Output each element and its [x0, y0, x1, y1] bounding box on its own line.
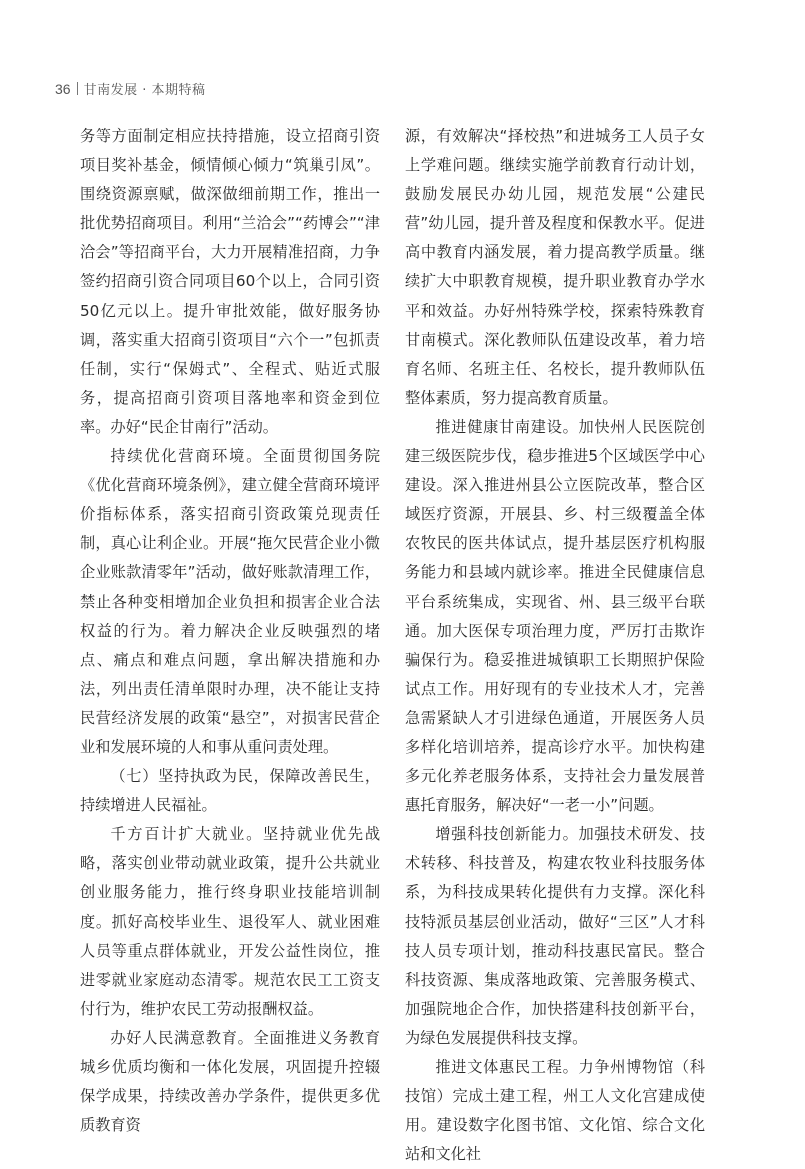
paragraph: 千方百计扩大就业。坚持就业优先战略，落实创业带动就业政策，提升公共就业创业服务能力，推行终身职业技能培训制度。抓好高校毕业生、退役军人、就业困难人员等重点群体就业，开发公益性岗位，推进零就业家庭动态清零。规范农民工工资支付行为，维护农民工劳动报酬权益。	[80, 825, 380, 1018]
paragraph: 办好人民满意教育。全面推进义务教育城乡优质均衡和一体化发展，巩固提升控辍保学成果，持续改善办学条件，提供更多优质教育资	[80, 1028, 380, 1135]
running-title: 甘南发展 · 本期特稿	[83, 83, 206, 98]
section-heading: （七）坚持执政为民，保障改善民生，持续增进人民福祉。	[80, 767, 380, 815]
paragraph: 源，有效解决“择校热”和进城务工人员子女上学难问题。继续实施学前教育行动计划，鼓励发展民办幼儿园，规范发展“公建民营”幼儿园，提升普及程度和保教水平。促进高中教育内涵发展，着力提高教学质量。继续扩大中职教育规模，提升职业教育办学水平和效益。办好州特殊学校，探索特殊教育甘南模式。深化教师队伍建设改革，着力培育名师、名班主任、名校长，提升教师队伍整体素质，努力提高教育质量。	[405, 127, 705, 407]
paragraph: 推进文体惠民工程。力争州博物馆（科技馆）完成土建工程，州工人文化宫建成使用。建设数字化图书馆、文化馆、综合文化站和文化社	[405, 1058, 705, 1164]
header-divider	[77, 82, 78, 95]
paragraph: 务等方面制定相应扶持措施，设立招商引资项目奖补基金，倾情倾心倾力“筑巢引凤”。围绕资源禀赋，做深做细前期工作，推出一批优势招商项目。利用“兰洽会”“药博会”“津洽会”等招商平台，大力开展精准招商，力争签约招商引资合同项目60个以上，合同引资50亿元以上。提升审批效能，做好服务协调，落实重大招商引资项目“六个一”包抓责任制，实行“保姆式”、全程式、贴近式服务，提高招商引资项目落地率和资金到位率。办好“民企甘南行”活动。	[80, 127, 380, 436]
paragraph: 推进健康甘南建设。加快州人民医院创建三级医院步伐，稳步推进5个区域医学中心建设。深入推进州县公立医院改革，整合区域医疗资源，开展县、乡、村三级覆盖全体农牧民的医共体试点，提升基层医疗机构服务能力和县域内就诊率。推进全民健康信息平台系统集成，实现省、州、县三级平台联通。加大医保专项治理力度，严厉打击欺诈骗保行为。稳妥推进城镇职工长期照护保险试点工作。用好现有的专业技术人才，完善急需紧缺人才引进绿色通道，开展医务人员多样化培训培养，提高诊疗水平。加快构建多元化养老服务体系，支持社会力量发展普惠托育服务，解决好“一老一小”问题。	[405, 417, 705, 815]
paragraph: 增强科技创新能力。加强技术研发、技术转移、科技普及，构建农牧业科技服务体系，为科技成果转化提供有力支撑。深化科技特派员基层创业活动，做好“三区”人才科技人员专项计划，推动科技惠民富民。整合科技资源、集成落地政策、完善服务模式、加强院地企合作，加快搭建科技创新平台，为绿色发展提供科技支撑。	[405, 825, 705, 1047]
right-column	[405, 122, 705, 1169]
running-header	[55, 79, 205, 98]
left-column	[80, 122, 380, 1140]
paragraph: 持续优化营商环境。全面贯彻国务院《优化营商环境条例》，建立健全营商环境评价指标体系，落实招商引资政策兑现责任制，真心让利企业。开展“拖欠民营企业小微企业账款清零年”活动，做好账款清理工作，禁止各种变相增加企业负担和损害企业合法权益的行为。着力解决企业反映强烈的堵点、痛点和难点问题，拿出解决措施和办法，列出责任清单限时办理，决不能让支持民营经济发展的政策“悬空”，对损害民营企业和发展环境的人和事从重问责处理。	[80, 447, 380, 756]
page-number: 36	[55, 80, 71, 97]
